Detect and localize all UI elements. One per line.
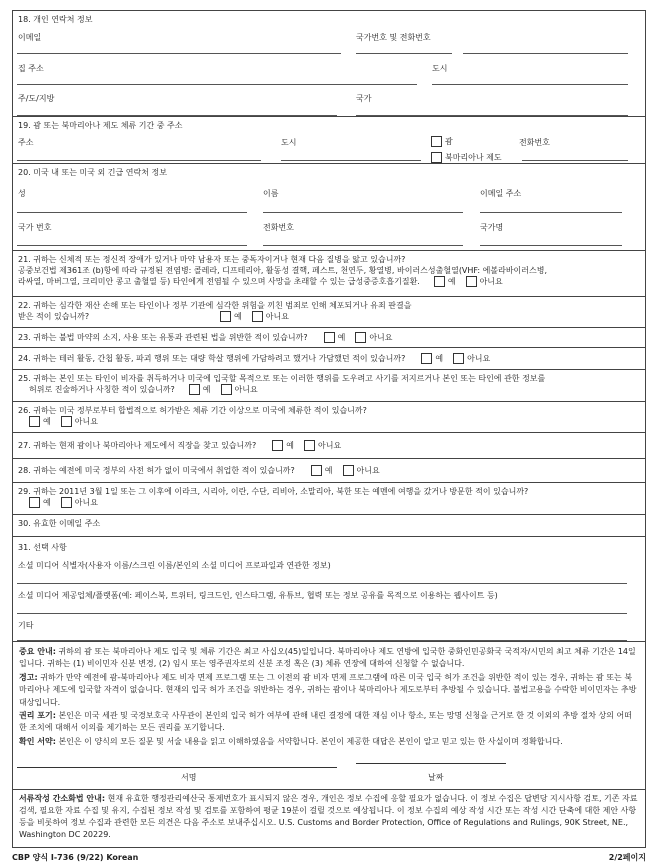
question-text: 28. 귀하는 예전에 미국 정부의 사전 허가 없이 미국에서 취업한 적이 있습니까?: [18, 466, 295, 475]
yes-label: 예: [447, 277, 456, 286]
important-text: 귀하의 괌 또는 북마리아나 제도 입국 및 체류 기간은 최고 사십오(45)일입니다. 북마리아나 제도 연방에 입국한 중화인민공화국 국적자/시민의 최고 체류 기간은 14일입니다. 귀하는 (1) 비이민자 신분 변경, (2) 임시 또는 영주권자로의 신분 조정 혹은 (3) 체류 연장에 대하여 신청할 수 없습니다.: [19, 647, 636, 669]
no-checkbox[interactable]: [221, 384, 232, 395]
question-21: [13, 251, 645, 297]
section-19-guam-address: [13, 117, 645, 164]
city-label: 도시: [281, 138, 297, 147]
question-26: [13, 402, 645, 433]
no-option: [61, 416, 102, 427]
country-label: 국가: [356, 94, 372, 103]
yes-option: [29, 497, 55, 508]
no-checkbox[interactable]: [61, 416, 72, 427]
email-label: 이메일 주소: [480, 189, 522, 198]
no-option: [355, 332, 396, 343]
question-22: [13, 297, 645, 328]
country-code-field[interactable]: [356, 53, 452, 54]
notice-section: [13, 642, 645, 790]
country-field[interactable]: [356, 115, 628, 116]
question-text: 공중보건법 제361조 (b)항에 따라 규정된 전염병: 콜레라, 디프테리아, 활동성 결핵, 페스트, 천연두, 황열병, 바이러스성출혈열(VHF: 에볼라바이러스병,: [18, 266, 548, 275]
address-label: 주소: [18, 138, 34, 147]
yes-label: 예: [43, 498, 51, 507]
question-29: [13, 483, 645, 515]
no-label: 아니요: [467, 354, 491, 363]
no-label: 아니요: [356, 466, 380, 475]
no-option: [466, 276, 507, 287]
phone-field[interactable]: [463, 53, 628, 54]
question-text: 허위로 진술하거나 사칭한 적이 있습니까?: [29, 385, 175, 394]
country-name-label: 국가명: [480, 223, 504, 232]
certification-text: 본인은 이 양식의 모든 질문 및 서술 내용을 읽고 이해하였음을 서약합니다. 본인이 제공한 대답은 본인이 알고 믿고 있는 한 사실이며 정확합니다.: [55, 736, 563, 746]
page-footer: [12, 852, 646, 863]
question-25: [13, 370, 645, 402]
question-text: 30. 유효한 이메일 주소: [18, 519, 101, 528]
question-27: [13, 433, 645, 459]
pra-label: 서류작성 간소화법 안내:: [19, 794, 106, 803]
question-28: [13, 459, 645, 483]
signature-label: 서명: [181, 773, 197, 782]
question-text: 29. 귀하는 2011년 3월 1일 또는 그 이후에 이라크, 시리아, 이란, 수단, 리비아, 소말리아, 북한 또는 예멘에 여행을 갔거나 방문한 적이 있습니까?: [18, 487, 529, 496]
question-text: 라싸열, 마버그열, 크리미안 콩고 출혈열 등) 타인에게 전염될 수 있으며 사망을 초래할 수 있는 급성중증호흡기질환.: [18, 277, 420, 286]
phone-label: 국가번호 및 전화번호: [356, 33, 431, 42]
section-title: 31. 선택 사항: [18, 543, 67, 552]
certification-label: 확인 서약:: [19, 736, 56, 746]
section-20-emergency-contact: [13, 164, 645, 251]
no-label: 아니요: [369, 333, 393, 342]
city-field[interactable]: [432, 84, 628, 85]
address-field[interactable]: [17, 160, 261, 161]
date-label: 날짜: [428, 773, 444, 782]
no-checkbox[interactable]: [252, 311, 263, 322]
question-text: 21. 귀하는 신체적 또는 정신적 장애가 있거나 마약 남용자 또는 중독자이거나 현재 다음 질병을 앓고 있습니까?: [18, 255, 406, 264]
no-label: 아니요: [265, 312, 289, 321]
no-checkbox[interactable]: [61, 497, 72, 508]
important-label: 중요 안내:: [19, 647, 56, 656]
question-text: 27. 귀하는 현재 괌이나 북마리아나 제도에서 직장을 찾고 있습니까?: [18, 441, 257, 450]
yes-option: [272, 440, 298, 451]
phone-label: 전화번호: [519, 138, 550, 147]
yes-checkbox[interactable]: [324, 332, 335, 343]
phone-field[interactable]: [522, 160, 628, 161]
yes-option: [324, 332, 350, 343]
no-option: [453, 353, 494, 364]
date-field[interactable]: [356, 763, 506, 764]
first-name-label: 이름: [263, 189, 279, 198]
yes-label: 예: [286, 441, 294, 450]
yes-label: 예: [202, 385, 211, 394]
state-field[interactable]: [17, 115, 337, 116]
yes-checkbox[interactable]: [434, 276, 445, 287]
cnmi-checkbox[interactable]: [431, 152, 442, 163]
no-checkbox[interactable]: [343, 465, 354, 476]
country-code-label: 국가 번호: [18, 223, 52, 232]
yes-option: [434, 276, 460, 287]
waiver-text: 본인은 미국 세관 및 국경보호국 사무관이 본인의 입국 허가 여부에 관해 내린 결정에 대한 재심 이나 항소, 또는 망명 신청을 근거로 한 것 이외의 추방 절차 상의 어떠한 조치에 대해서 이의를 제기하는 모든 권리를 포기합니다.: [19, 711, 632, 733]
no-option: [304, 440, 345, 451]
yes-checkbox[interactable]: [311, 465, 322, 476]
social-provider-field[interactable]: [17, 613, 627, 614]
warning-label: 경고:: [19, 672, 38, 682]
cnmi-option: [431, 152, 502, 163]
first-name-field[interactable]: [263, 212, 463, 213]
yes-option: [29, 416, 55, 427]
signature-field[interactable]: [17, 767, 337, 768]
question-text: 25. 귀하는 본인 또는 타인이 비자를 취득하거나 미국에 입국할 목적으로 또는 이러한 행위를 도우려고 사기를 저지르거나 본인 또는 타인에 관한 정보를: [18, 374, 546, 383]
section-title: 18. 개인 연락처 정보: [18, 15, 93, 24]
question-text: 26. 귀하는 미국 정부로부터 합법적으로 허가받은 체류 기간 이상으로 미국에 체류한 적이 있습니까?: [18, 406, 367, 415]
no-label: 아니요: [234, 385, 258, 394]
no-checkbox[interactable]: [304, 440, 315, 451]
yes-label: 예: [43, 417, 51, 426]
question-30-email: [13, 515, 645, 537]
yes-option: [220, 311, 246, 322]
other-label: 기타: [18, 621, 34, 630]
yes-option: [189, 384, 215, 395]
yes-checkbox[interactable]: [29, 497, 40, 508]
last-name-label: 성: [18, 189, 26, 198]
question-text: 24. 귀하는 테러 활동, 간첩 활동, 파괴 행위 또는 대량 학살 행위에 가담하려고 했거나 가담했던 적이 있습니까?: [18, 354, 406, 363]
yes-label: 예: [337, 333, 346, 342]
yes-option: [311, 465, 337, 476]
question-text: 23. 귀하는 불법 마약의 소지, 사용 또는 유통과 관련된 법을 위반한 적이 있습니까?: [18, 333, 308, 342]
warning-text: 귀하가 만약 예전에 괌-북마리아나 제도 비자 면제 프로그램 또는 그 이전의 괌 비자 면제 프로그램에 따른 미국 입국 허가 조건을 위반한 적이 있는 경우, 귀하는 괌 또는 북마리아나 제도에 입국할 자격이 없습니다. 현재의 입국 허가 조건을 위반하는 경우, 귀하는 괌이나 북마리아나 제도로부터 추방될 수 있습니다. 불법고용을 수락한 비이민자는 추방 대상입니다.: [19, 672, 637, 707]
no-label: 아니요: [479, 277, 503, 286]
notice-text: [13, 642, 645, 753]
no-checkbox[interactable]: [355, 332, 366, 343]
state-label: 주/도/지방: [18, 94, 55, 103]
social-id-label: 소셜 미디어 식별자(사용자 이름/스크린 이름/본인의 소셜 미디어 프로파일과 연관한 정보): [18, 561, 331, 570]
question-text: 22. 귀하는 심각한 재산 손해 또는 타인이나 정부 기관에 심각한 위험을 끼친 범죄로 인해 체포되거나 유죄 판결을: [18, 301, 412, 310]
section-title: 20. 미국 내 또는 미국 외 긴급 연락처 정보: [18, 168, 167, 177]
form-i736-page2: [12, 10, 646, 848]
cnmi-label: 북마리아나 제도: [445, 153, 502, 162]
pra-text: 현재 유효한 행정관리예산국 통제번호가 표시되지 않은 경우, 개인은 정보 수집에 응할 필요가 없습니다. 이 정보 수집은 답변당 지시사항 검토, 기존 자료 검색, 필요한 자료 수집 및 유지, 수집된 정보 작성 및 검토를 포함하여 평균 19분이 걸릴 것으로 예상됩니다. 이 정보 수집의 예상 작성 시간 또는 작성 시간 단축에 대한 제안 사항 등을 비롯하여 정보 수집과 관련한 모든 의견은 다음 주소로 보내주십시오. U.S. Customs and Border Protection, Office of Regulations and Rulings, 90K Street, NE., Washington DC 20229.: [19, 794, 638, 839]
social-provider-label: 소셜 미디어 제공업체/플랫폼(예: 페이스북, 트위터, 링크드인, 인스타그램, 유튜브, 협력 또는 정보 공유를 목적으로 이용하는 웹사이트 등): [18, 591, 498, 600]
phone-label: 전화번호: [263, 223, 294, 232]
last-name-field[interactable]: [17, 212, 247, 213]
phone-field[interactable]: [263, 245, 463, 246]
guam-checkbox[interactable]: [431, 136, 442, 147]
other-field[interactable]: [17, 640, 627, 641]
form-id: CBP 양식 I-736 (9/22) Korean: [12, 853, 139, 862]
yes-checkbox[interactable]: [421, 353, 432, 364]
waiver-label: 권리 포기:: [19, 711, 56, 721]
no-label: 아니요: [317, 441, 342, 450]
no-option: [252, 311, 293, 322]
yes-option: [421, 353, 447, 364]
question-text: 받은 적이 있습니까?: [18, 312, 90, 321]
yes-checkbox[interactable]: [29, 416, 40, 427]
email-field[interactable]: [17, 53, 341, 54]
no-option: [343, 465, 384, 476]
section-18-personal-contact: [13, 11, 645, 117]
no-label: 아니요: [74, 417, 98, 426]
home-address-label: 집 주소: [18, 64, 44, 73]
city-field[interactable]: [281, 160, 421, 161]
question-24: [13, 348, 645, 370]
question-31-optional: [13, 537, 645, 642]
home-address-field[interactable]: [17, 84, 417, 85]
email-label: 이메일: [18, 33, 42, 42]
yes-label: 예: [324, 466, 333, 475]
section-title: 19. 괌 또는 북마리아나 제도 체류 기간 중 주소: [18, 121, 183, 130]
guam-label: 괌: [445, 137, 453, 146]
yes-checkbox[interactable]: [272, 440, 283, 451]
question-23: [13, 328, 645, 348]
no-option: [221, 384, 262, 395]
country-name-field[interactable]: [480, 245, 622, 246]
yes-label: 예: [435, 354, 444, 363]
email-field[interactable]: [480, 212, 622, 213]
guam-option: [431, 136, 453, 147]
social-id-field[interactable]: [17, 583, 627, 584]
yes-checkbox[interactable]: [220, 311, 231, 322]
yes-label: 예: [234, 312, 242, 321]
city-label: 도시: [432, 64, 448, 73]
no-checkbox[interactable]: [466, 276, 477, 287]
paperwork-reduction-notice: [13, 790, 645, 847]
country-code-field[interactable]: [17, 245, 247, 246]
no-checkbox[interactable]: [453, 353, 464, 364]
no-option: [61, 497, 102, 508]
page-number: 2/2페이지: [608, 853, 646, 862]
yes-checkbox[interactable]: [189, 384, 200, 395]
no-label: 아니요: [74, 498, 98, 507]
